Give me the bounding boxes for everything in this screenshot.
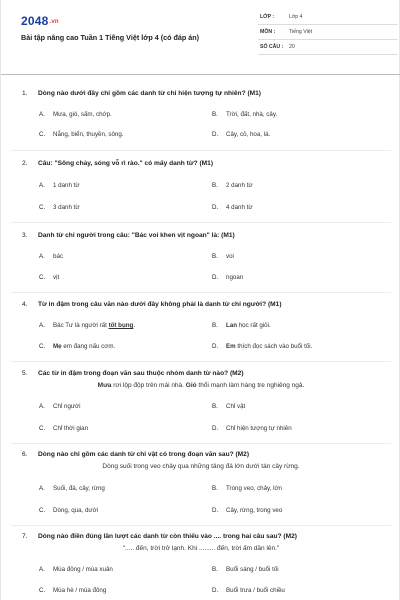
- option-a[interactable]: A. 1 danh từ: [39, 182, 80, 189]
- question-text: 5. Các từ in đậm trong đoạn văn sau thuộc nhóm danh từ nào? (M2): [22, 370, 244, 377]
- option-a[interactable]: A. Mưa, gió, sấm, chớp.: [39, 111, 112, 118]
- option-c[interactable]: C. Mùa hè / mùa đông: [39, 587, 107, 594]
- option-d[interactable]: D. Cây, cỏ, hoa, lá.: [212, 131, 271, 138]
- option-b[interactable]: B. 2 danh từ: [212, 182, 253, 189]
- option-b[interactable]: B. Trời, đất, nhà, cây.: [212, 111, 278, 118]
- option-a[interactable]: A. Bác Tư là người rất tốt bụng.: [39, 322, 136, 329]
- question-separator: [11, 292, 391, 293]
- option-c[interactable]: C. 3 danh từ: [39, 204, 80, 211]
- passage: Mưa rơi lộp độp trên mái nhà. Gió thổi mạnh làm hàng tre nghiêng ngả.: [97, 382, 305, 389]
- option-b[interactable]: B. Buổi sáng / buổi tối: [212, 566, 279, 573]
- option-b[interactable]: B. voi: [212, 253, 234, 260]
- header: [11, 10, 391, 62]
- question-separator: [11, 222, 391, 223]
- question-text: 7. Dòng nào điền đúng lần lượt các danh từ còn thiếu vào .... trong hai câu sau? (M2): [22, 533, 297, 540]
- question-separator: [11, 525, 391, 526]
- info-row-subject: [258, 25, 398, 40]
- info-row-class: [258, 10, 398, 25]
- option-d[interactable]: D. Cây, rừng, trong veo: [212, 507, 283, 514]
- question-text: 3. Danh từ chỉ người trong câu: "Bác voi khen vịt ngoan" là: (M1): [22, 232, 235, 239]
- option-d[interactable]: D. 4 danh từ: [212, 204, 253, 211]
- bold-word: Em: [226, 343, 236, 350]
- option-a[interactable]: A. bác: [39, 253, 63, 260]
- bold-word: Mẹ: [53, 343, 62, 350]
- bold-word: tốt bụng: [108, 322, 134, 329]
- logo[interactable]: 2048.vn: [21, 14, 59, 28]
- question-separator: [11, 150, 391, 151]
- question-text: 6. Dòng nào chỉ gồm các danh từ chỉ vật có trong đoạn văn sau? (M2): [22, 451, 250, 458]
- option-d[interactable]: D. ngoan: [212, 274, 244, 281]
- info-label: MÔN :: [260, 29, 276, 35]
- info-row-count: [258, 40, 398, 55]
- info-value: Tiếng Việt: [289, 29, 313, 35]
- bold-word: Lan: [226, 322, 238, 329]
- option-b[interactable]: B. Trong veo, chảy, lớn: [212, 485, 282, 492]
- header-divider: [1, 74, 400, 75]
- option-a[interactable]: A. Mùa đông / mùa xuân: [39, 566, 113, 573]
- option-c[interactable]: C. vịt: [39, 274, 60, 281]
- passage: "..... đến, trời trở lạnh. Khi ......... đến, trời ấm dần lên.": [122, 545, 280, 552]
- option-a[interactable]: A. Suối, đá, cây, rừng: [39, 485, 105, 492]
- logo-suffix: .vn: [49, 18, 59, 25]
- option-d[interactable]: D. Buổi trưa / buổi chiều: [212, 587, 285, 594]
- info-value: Lớp 4: [289, 14, 303, 20]
- option-c[interactable]: C. Dòng, qua, dưới: [39, 507, 99, 514]
- info-box: [258, 10, 398, 55]
- question-separator: [11, 361, 391, 362]
- question-text: 4. Từ in đậm trong câu văn nào dưới đây không phải là danh từ chỉ người? (M1): [22, 301, 282, 308]
- question-text: 1. Dòng nào dưới đây chỉ gồm các danh từ chỉ hiện tượng tự nhiên? (M1): [22, 90, 261, 97]
- option-a[interactable]: A. Chỉ người: [39, 403, 81, 410]
- option-c[interactable]: C. Chỉ thời gian: [39, 425, 89, 432]
- option-d[interactable]: D. Em thích đọc sách vào buổi tối.: [212, 343, 313, 350]
- page-title: Bài tập nâng cao Tuần 1 Tiếng Việt lớp 4 (có đáp án): [21, 33, 200, 42]
- option-c[interactable]: C. Mẹ em đang nấu cơm.: [39, 343, 116, 350]
- option-d[interactable]: D. Chỉ hiện tượng tự nhiên: [212, 425, 292, 432]
- passage: Dòng suối trong veo chảy qua những tảng đá lớn dưới tán cây rừng.: [102, 463, 300, 470]
- option-b[interactable]: B. Lan học rất giỏi.: [212, 322, 271, 329]
- option-c[interactable]: C. Nắng, biển, thuyền, sông.: [39, 131, 124, 138]
- info-label: LỚP :: [260, 14, 275, 20]
- option-b[interactable]: B. Chỉ vật: [212, 403, 246, 410]
- info-value: 20: [289, 44, 295, 50]
- info-label: SỐ CÂU :: [260, 44, 284, 50]
- question-separator: [11, 443, 391, 444]
- question-text: 2. Câu: "Sông chảy, sóng vỗ rì rào." có mấy danh từ? (M1): [22, 160, 214, 167]
